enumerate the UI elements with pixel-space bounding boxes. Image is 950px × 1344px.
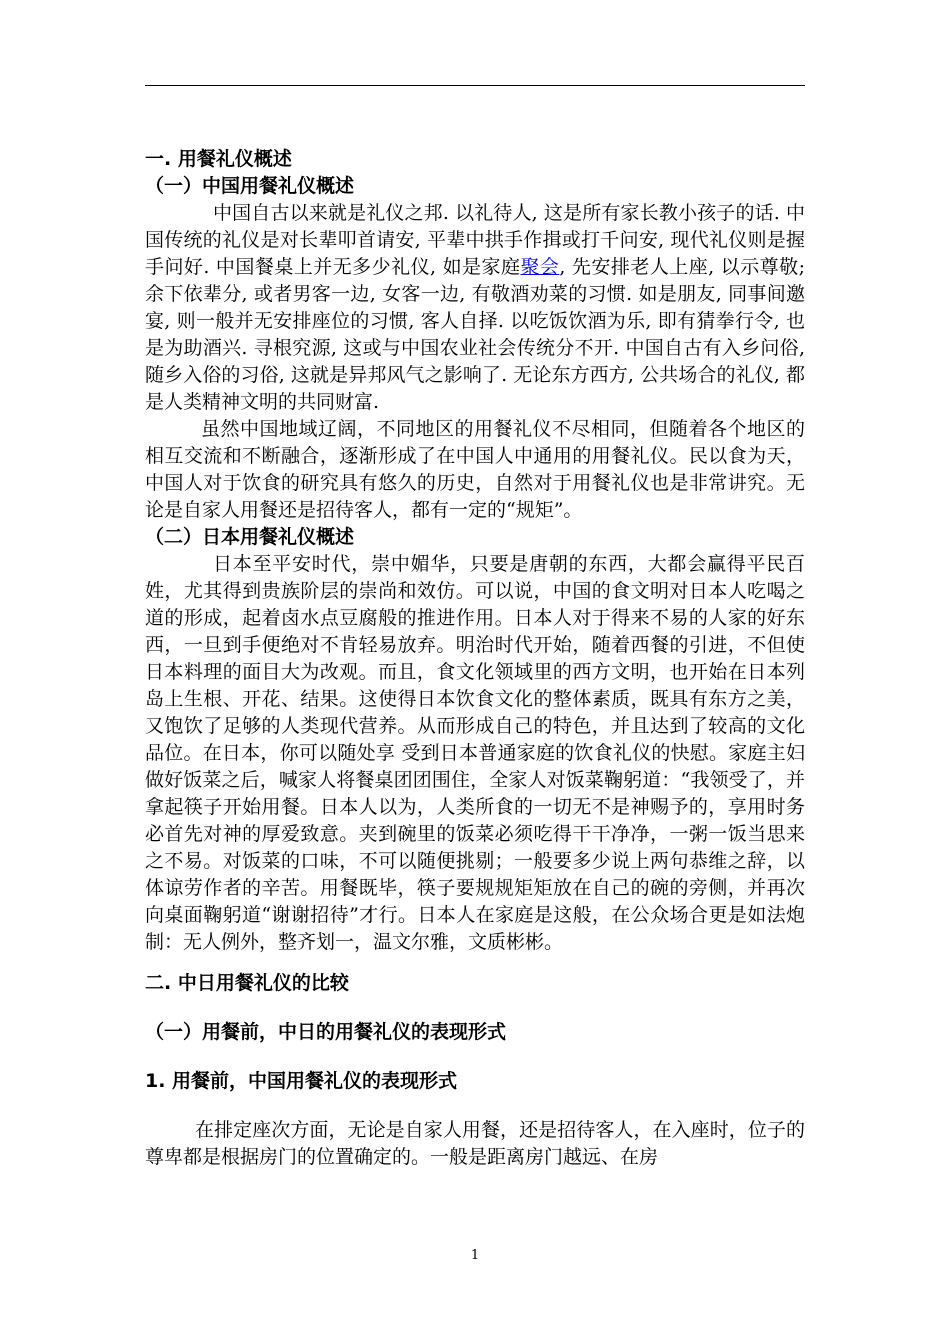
paragraph-text: 中国自古以来就是礼仪之邦. 以礼待人, 这是所有家长教小孩子的话. 中国传统的礼仪是对长辈叩首请安, 平辈中拱手作揖或打千问安, 现代礼仪则是握手问好. 中国餐桌上并无多少礼仪, 如是家庭	[145, 202, 805, 278]
heading-section-2: 二. 中日用餐礼仪的比较	[145, 972, 349, 994]
paragraph-japan-overview: 日本至平安时代，崇中媚华，只要是唐朝的东西，大都会赢得平民百姓，尤其得到贵族阶层的崇尚和效仿。可以说，中国的食文明对日本人吃喝之道的形成，起着卤水点豆腐般的推进作用。日本人对于得来不易的人家的好东西，一旦到手便绝对不肯轻易放弃。明治时代开始，随着西餐的引进，不但使日本料理的面目大为改观。而且，食文化领域里的西方文明，也开始在日本列岛上生根、开花、结果。这使得日本饮食文化的整体素质，既具有东方之美，又饱饮了足够的人类现代营养。从而形成自己的特色，并且达到了较高的文化品位。在日本，你可以随处享 受到日本普通家庭的饮食礼仪的快慰。家庭主妇做好饭菜之后，喊家人将餐桌团团围住，全家人对饭菜鞠躬道：“我领受了，并拿起筷子开始用餐。日本人以为，人类所食的一切无不是神赐予的，享用时务必首先对神的厚爱致意。夹到碗里的饭菜必须吃得干干净净，一粥一饭当思来之不易。对饭菜的口味，不可以随便挑剔；一般要多少说上两句恭维之辞，以体谅劳作者的辛苦。用餐既毕，筷子要规规矩矩放在自己的碗的旁侧，并再次向桌面鞠躬道“谢谢招待”才行。日本人在家庭是这般，在公众场合更是如法炮制：无人例外，整齐划一，温文尔雅，文质彬彬。	[145, 553, 805, 953]
heading-subsection-2: （二）日本用餐礼仪概述	[145, 526, 355, 548]
heading-section-1: 一. 用餐礼仪概述	[145, 148, 292, 170]
heading-subsection-3: （一）用餐前，中日的用餐礼仪的表现形式	[145, 1021, 507, 1043]
paragraph-china-etiquette: 虽然中国地域辽阔，不同地区的用餐礼仪不尽相同，但随着各个地区的相互交流和不断融合，逐渐形成了在中国人中通用的用餐礼仪。民以食为天，中国人对于饮食的研究具有悠久的历史，自然对于用餐礼仪也是非常讲究。无论是自家人用餐还是招待客人，都有一定的“规矩”。	[145, 418, 805, 521]
heading-subsection-1: （一）中国用餐礼仪概述	[145, 175, 355, 197]
header-rule	[145, 85, 805, 86]
paragraph-seating: 在排定座次方面，无论是自家人用餐，还是招待客人，在入座时，位子的尊卑都是根据房门的位置确定的。一般是距离房门越远、在房	[145, 1119, 805, 1168]
heading-subsubsection-1: 1. 用餐前，中国用餐礼仪的表现形式	[145, 1070, 458, 1092]
paragraph-text: , 先安排老人上座, 以示尊敬; 余下依辈分, 或者男客一边, 女客一边, 有敬酒劝菜的习惯. 如是朋友, 同事间邀宴, 则一般并无安排座位的习惯, 客人自择. 以吃饭饮酒为乐, 即有猜拳行令, 也是为助酒兴. 寻根究源, 这或与中国农业社会传统分不开. 中国自古有入乡问俗, 随乡入俗的习俗, 这就是异邦风气之影响了. 无论东方西方, 公共场合的礼仪, 都是人类精神文明的共同财富.	[145, 256, 805, 413]
page-number: 1	[470, 1248, 480, 1263]
paragraph-china-overview	[145, 200, 805, 416]
document-body	[145, 146, 805, 1171]
gathering-link[interactable]: 聚会	[520, 256, 560, 278]
